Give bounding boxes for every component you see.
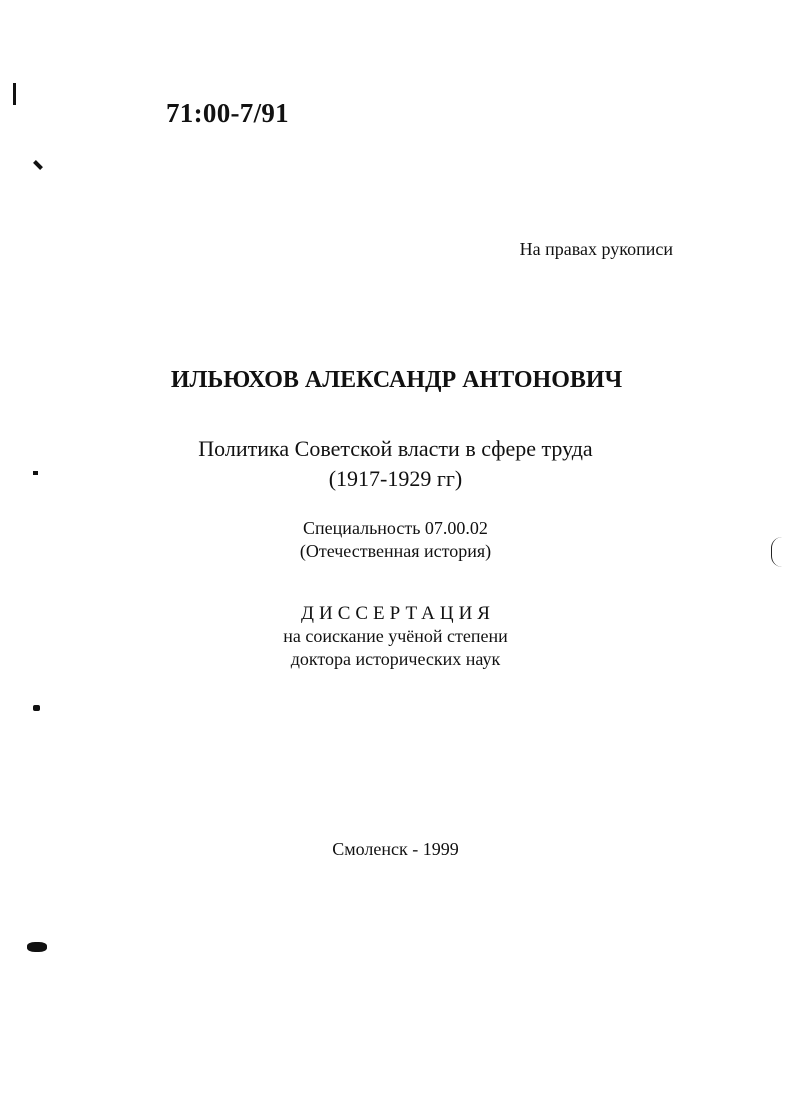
city-year: Смоленск - 1999: [332, 839, 459, 859]
rights-note: На правах рукописи: [519, 239, 673, 259]
dissertation-title-line1: Политика Советской власти в сфере труда: [198, 436, 593, 461]
dissertation-title-line2: (1917-1929 гг): [328, 466, 463, 491]
catalog-code: 71:00-7/91: [166, 98, 289, 128]
degree-line2: доктора исторических наук: [290, 649, 501, 669]
scan-mark-dot2: [33, 705, 40, 711]
work-type-heading: ДИССЕРТАЦИЯ: [301, 603, 495, 624]
author-name: ИЛЬЮХОВ АЛЕКСАНДР АНТОНОВИЧ: [170, 367, 623, 393]
scan-mark-blot: [27, 942, 47, 952]
scan-mark-top: [13, 83, 16, 105]
specialty-name: (Отечественная история): [299, 541, 492, 561]
degree-line1: на соискание учёной степени: [283, 626, 508, 646]
scan-mark-dash: [33, 160, 43, 170]
specialty-code: Специальность 07.00.02: [303, 518, 488, 538]
